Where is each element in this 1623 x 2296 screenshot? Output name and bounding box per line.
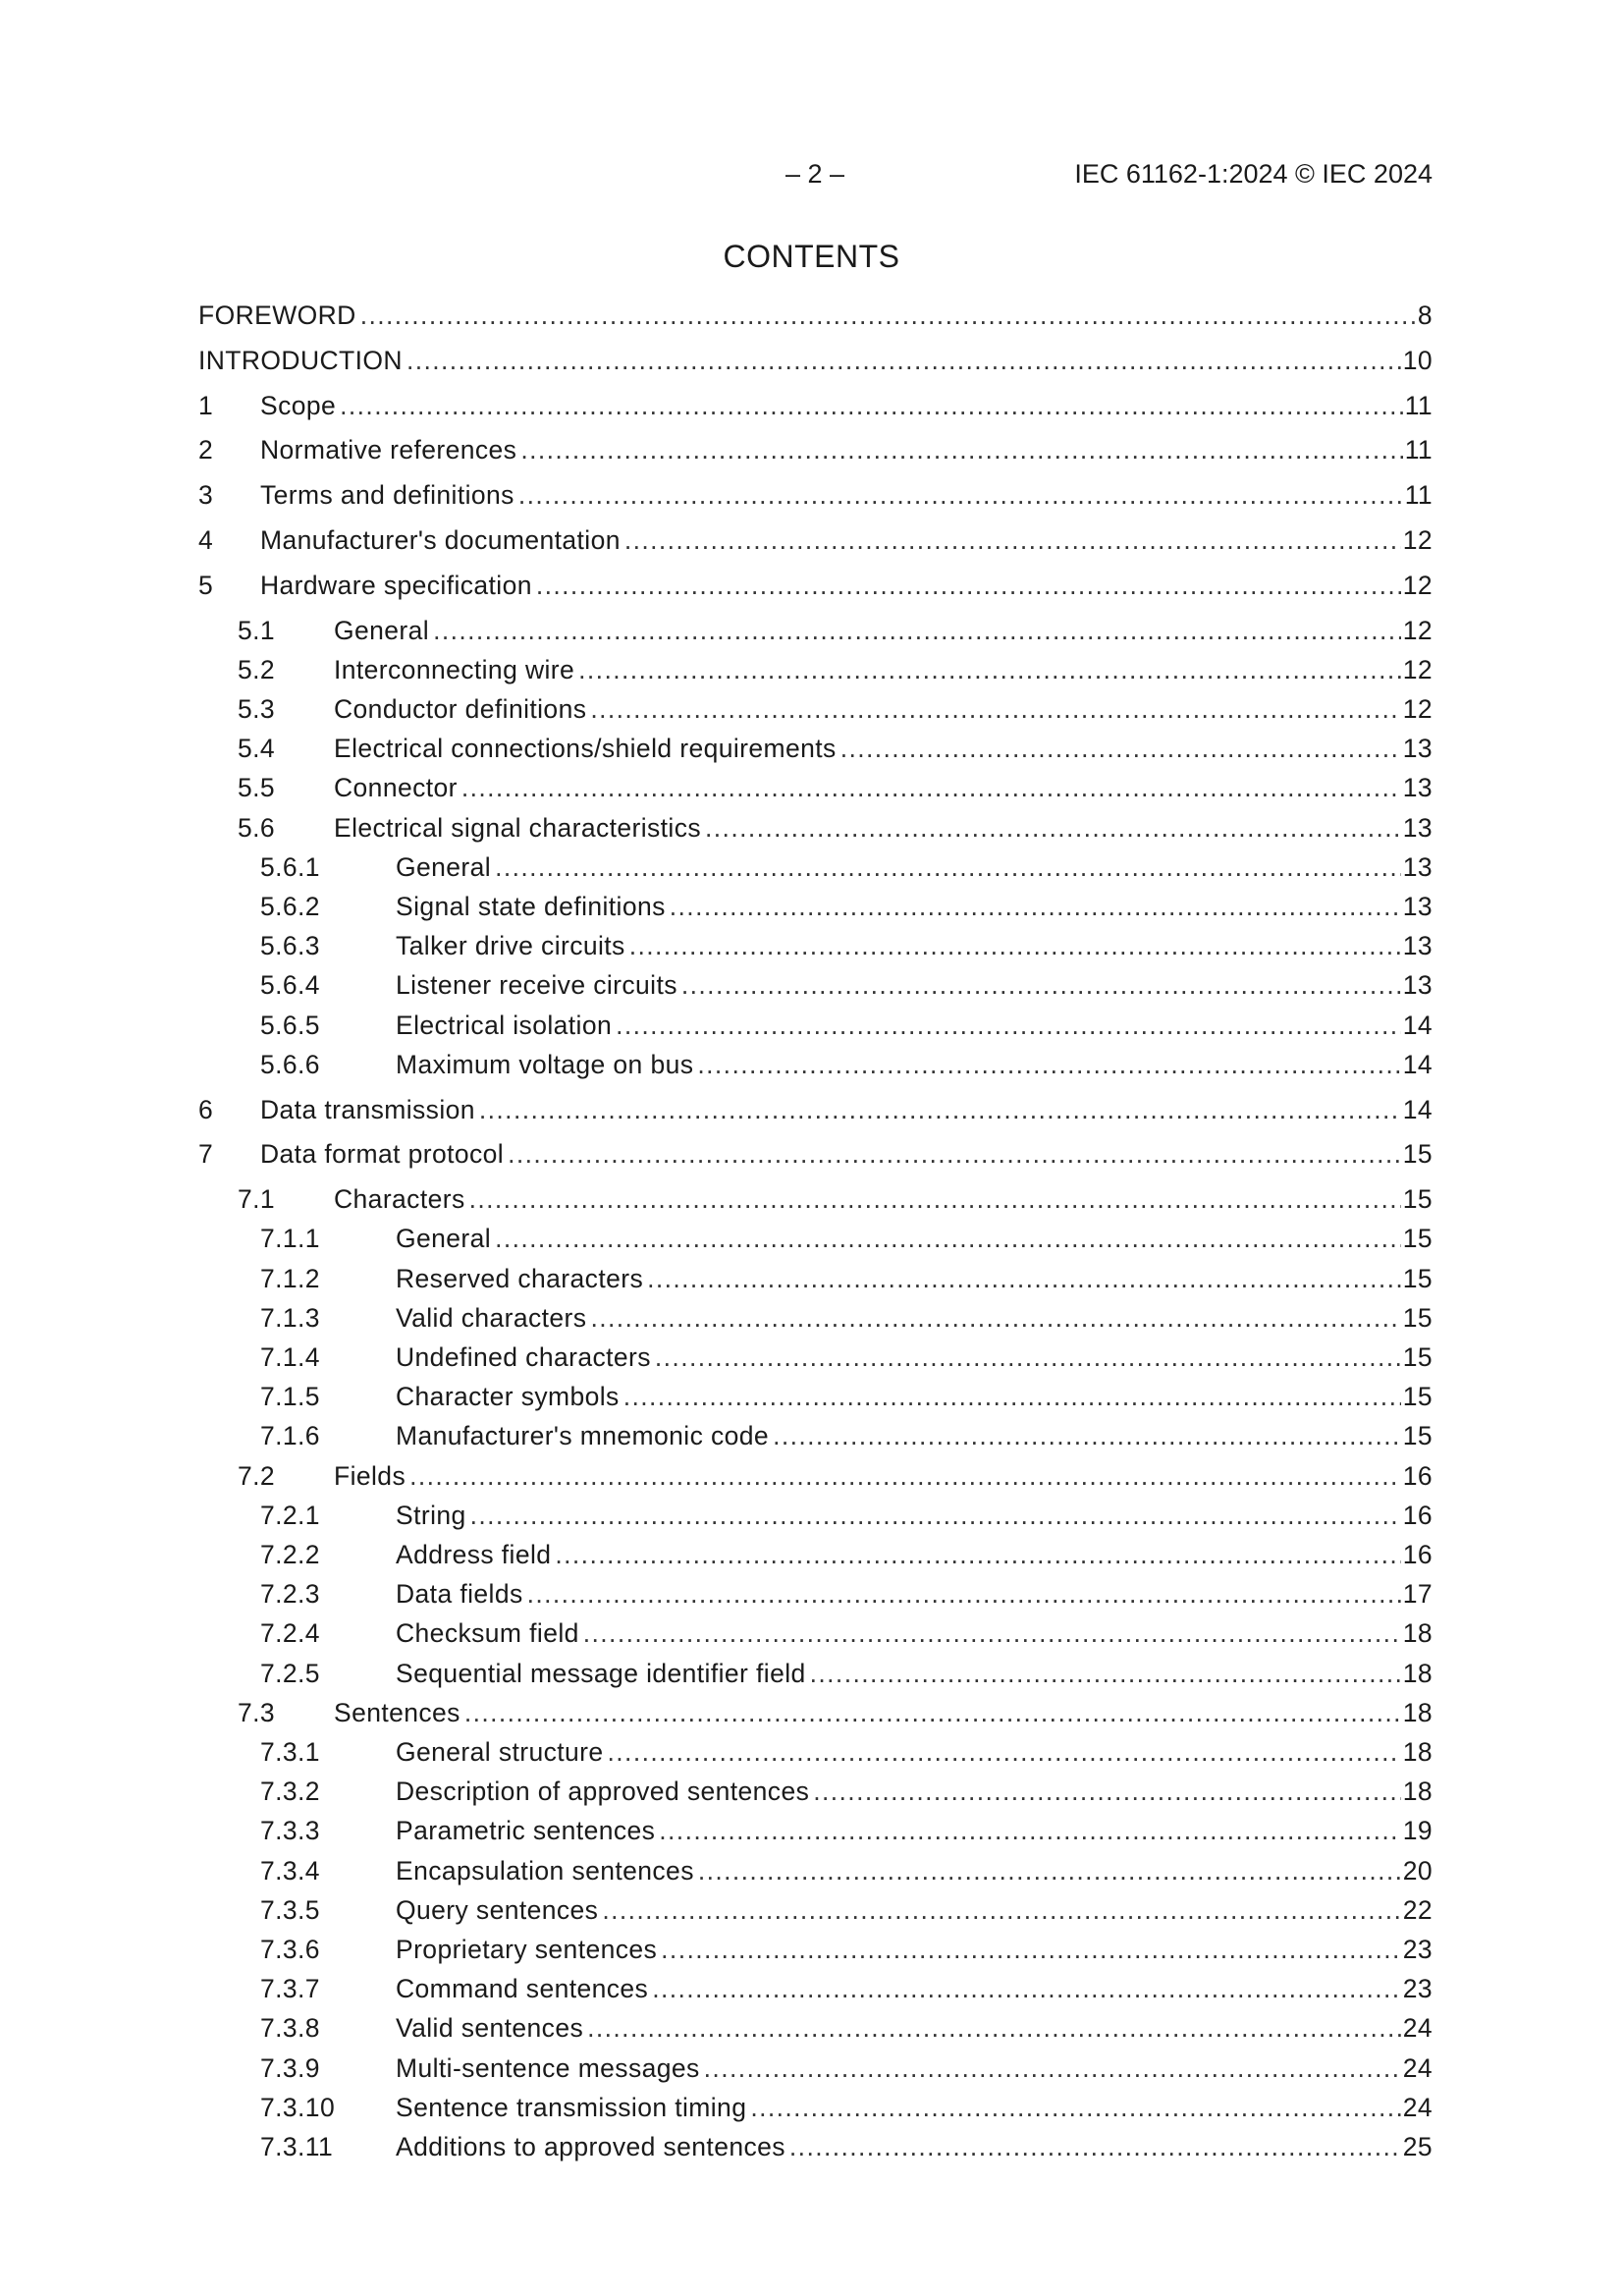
toc-entry-page: 11 — [1404, 390, 1433, 420]
toc-dot-leader — [608, 1737, 1401, 1768]
toc-dot-leader — [789, 2132, 1401, 2162]
toc-entry-number: 5.6.6 — [260, 1049, 320, 1079]
toc-entry-page: 15 — [1402, 1421, 1433, 1451]
toc-entry-number: 7.3.2 — [260, 1777, 320, 1807]
toc-entry-page: 13 — [1402, 931, 1433, 961]
toc-entry-page: 15 — [1402, 1302, 1433, 1333]
toc-dot-leader — [670, 892, 1401, 922]
toc-dot-leader — [508, 1139, 1401, 1170]
toc-entry-label: Manufacturer's mnemonic code — [396, 1421, 770, 1451]
toc-entry-page: 25 — [1402, 2132, 1433, 2161]
toc-entry-page: 15 — [1402, 1342, 1433, 1372]
toc-entry-label: General — [334, 615, 430, 645]
toc-entry-label: Sentences — [334, 1697, 460, 1727]
toc-entry-label: Talker drive circuits — [396, 931, 625, 961]
toc-entry-number: 5.2 — [238, 654, 276, 684]
toc-entry[interactable] — [198, 2093, 1433, 2126]
toc-entry-label: Data fields — [396, 1579, 523, 1610]
toc-entry-page: 15 — [1402, 1382, 1433, 1412]
toc-dot-leader — [461, 773, 1401, 803]
toc-dot-leader — [590, 694, 1400, 725]
toc-entry-number: 7.3 — [238, 1697, 276, 1727]
toc-entry[interactable] — [198, 1382, 1433, 1415]
toc-entry-label: Data format protocol — [260, 1139, 505, 1170]
toc-dot-leader — [629, 931, 1401, 961]
toc-dot-leader — [495, 852, 1401, 883]
toc-entry-label: General structure — [396, 1737, 604, 1767]
toc-entry-label: Valid characters — [396, 1302, 587, 1333]
toc-entry-label: Interconnecting wire — [334, 654, 575, 684]
toc-dot-leader — [360, 301, 1416, 331]
toc-entry-number: 7.2.4 — [260, 1618, 320, 1649]
toc-entry-number: 7.1.1 — [260, 1224, 320, 1254]
toc-entry-label: Checksum field — [396, 1618, 579, 1649]
toc-entry-label: Undefined characters — [396, 1342, 651, 1372]
toc-entry[interactable] — [198, 301, 1433, 334]
toc-entry[interactable] — [198, 391, 1433, 424]
toc-dot-leader — [583, 1618, 1401, 1649]
toc-entry[interactable] — [198, 1618, 1433, 1652]
toc-entry[interactable] — [198, 2013, 1433, 2047]
toc-entry-label: Terms and definitions — [260, 480, 514, 511]
toc-entry-page: 17 — [1402, 1579, 1433, 1610]
toc-entry-label: Electrical isolation — [396, 1010, 613, 1040]
toc-entry[interactable] — [198, 1139, 1433, 1173]
toc-entry[interactable] — [198, 1935, 1433, 1968]
toc-entry-number: 4 — [198, 525, 214, 555]
toc-entry[interactable] — [198, 2053, 1433, 2087]
toc-entry-number: 5 — [198, 570, 214, 600]
toc-dot-leader — [659, 1816, 1400, 1846]
toc-dot-leader — [704, 2053, 1401, 2084]
toc-entry-page: 18 — [1402, 1658, 1433, 1688]
toc-entry-number: 5.6.4 — [260, 970, 320, 1001]
toc-entry-label: Scope — [260, 390, 337, 420]
toc-entry-page: 12 — [1402, 654, 1433, 684]
toc-entry-label: Electrical signal characteristics — [334, 812, 702, 843]
toc-dot-leader — [433, 616, 1401, 646]
toc-entry-number: 7 — [198, 1139, 214, 1170]
toc-entry-label: Parametric sentences — [396, 1816, 656, 1846]
toc-entry-number: 7.1.5 — [260, 1382, 320, 1412]
toc-entry-page: 14 — [1402, 1049, 1433, 1079]
toc-entry[interactable] — [198, 931, 1433, 964]
toc-entry-label: Connector — [334, 773, 458, 803]
toc-dot-leader — [705, 813, 1401, 844]
toc-dot-leader — [647, 1264, 1401, 1294]
toc-entry[interactable] — [198, 571, 1433, 604]
toc-entry-page: 13 — [1402, 851, 1433, 882]
toc-entry-label: Manufacturer's documentation — [260, 525, 621, 555]
toc-entry-label: Command sentences — [396, 1974, 649, 2004]
toc-dot-leader — [661, 1935, 1401, 1965]
toc-entry-number: 7.2.2 — [260, 1540, 320, 1569]
toc-dot-leader — [813, 1777, 1400, 1807]
toc-entry-label: String — [396, 1500, 466, 1530]
toc-entry[interactable] — [198, 1303, 1433, 1337]
toc-entry[interactable] — [198, 1342, 1433, 1376]
toc-entry-label: Character symbols — [396, 1382, 620, 1412]
toc-dot-leader — [810, 1659, 1401, 1689]
toc-dot-leader — [681, 970, 1401, 1001]
toc-entry-page: 13 — [1402, 773, 1433, 803]
toc-dot-leader — [840, 734, 1401, 764]
toc-entry-page: 14 — [1402, 1094, 1433, 1124]
toc-entry-number: 7.3.6 — [260, 1935, 320, 1964]
toc-dot-leader — [624, 525, 1401, 556]
toc-dot-leader — [590, 1303, 1400, 1334]
toc-entry-page: 16 — [1402, 1460, 1433, 1491]
toc-entry-label: General — [396, 1224, 492, 1254]
toc-entry-number: 7.1.2 — [260, 1263, 320, 1293]
toc-entry-page: 22 — [1402, 1894, 1433, 1925]
toc-entry-label: Additions to approved sentences — [396, 2132, 785, 2161]
toc-entry-page: 23 — [1402, 1935, 1433, 1964]
toc-entry-label: Query sentences — [396, 1894, 599, 1925]
toc-entry-page: 16 — [1402, 1540, 1433, 1569]
toc-dot-leader — [536, 571, 1401, 601]
toc-entry-number: 7.1.6 — [260, 1421, 320, 1451]
toc-entry-number: 7.1.4 — [260, 1342, 320, 1372]
toc-entry-number: 7.3.4 — [260, 1855, 320, 1886]
toc-entry-label: Characters — [334, 1184, 465, 1215]
toc-entry-label: Sentence transmission timing — [396, 2092, 747, 2122]
toc-entry[interactable] — [198, 480, 1433, 514]
toc-dot-leader — [623, 1382, 1401, 1412]
toc-entry[interactable] — [198, 525, 1433, 559]
toc-entry-number: 2 — [198, 435, 214, 465]
toc-entry[interactable] — [198, 970, 1433, 1004]
toc-entry-label: Electrical connections/shield requirements — [334, 734, 837, 764]
toc-entry-label: Hardware specification — [260, 570, 532, 600]
toc-entry-label: Normative references — [260, 435, 517, 465]
toc-entry-page: 24 — [1402, 2013, 1433, 2044]
toc-entry-number: 5.6.1 — [260, 851, 320, 882]
toc-entry-page: 12 — [1402, 570, 1433, 600]
toc-entry-page: 13 — [1402, 892, 1433, 921]
toc-entry[interactable] — [198, 892, 1433, 925]
toc-entry[interactable] — [198, 435, 1433, 468]
toc-dot-leader — [479, 1095, 1401, 1125]
toc-entry[interactable] — [198, 616, 1433, 649]
toc-entry-page: 12 — [1402, 694, 1433, 724]
toc-entry-number: 5.1 — [238, 615, 276, 645]
toc-entry[interactable] — [198, 1856, 1433, 1889]
toc-entry[interactable] — [198, 1095, 1433, 1128]
contents-title: CONTENTS — [723, 239, 900, 274]
toc-entry-number: 7.3.9 — [260, 2052, 320, 2083]
toc-entry[interactable] — [198, 1579, 1433, 1613]
toc-entry-number: 3 — [198, 480, 214, 511]
toc-entry-number: 5.6.3 — [260, 931, 320, 961]
toc-entry-number: 7.3.7 — [260, 1974, 320, 2004]
toc-entry-label: FOREWORD — [198, 301, 356, 330]
toc-entry-label: Data transmission — [260, 1094, 475, 1124]
toc-entry-label: Valid sentences — [396, 2013, 584, 2044]
toc-entry-number: 7.3.3 — [260, 1816, 320, 1846]
toc-dot-leader — [698, 1856, 1401, 1886]
toc-entry[interactable] — [198, 1501, 1433, 1534]
toc-entry[interactable] — [198, 346, 1433, 379]
toc-entry[interactable] — [198, 1011, 1433, 1044]
toc-entry-label: Conductor definitions — [334, 694, 587, 724]
toc-entry-number: 5.5 — [238, 773, 276, 803]
toc-entry-page: 11 — [1404, 480, 1433, 511]
toc-entry-number: 7.1 — [238, 1184, 276, 1215]
toc-entry[interactable] — [198, 1698, 1433, 1731]
toc-entry-page: 18 — [1402, 1697, 1433, 1727]
toc-entry[interactable] — [198, 773, 1433, 806]
toc-dot-leader — [518, 480, 1403, 511]
toc-entry-page: 10 — [1402, 345, 1433, 375]
toc-dot-leader — [750, 2093, 1400, 2123]
toc-entry[interactable] — [198, 2132, 1433, 2165]
toc-entry-label: Encapsulation sentences — [396, 1855, 694, 1886]
toc-entry[interactable] — [198, 1540, 1433, 1573]
toc-entry-number: 7.3.1 — [260, 1737, 320, 1767]
toc-dot-leader — [464, 1698, 1401, 1728]
toc-entry-number: 7.3.5 — [260, 1894, 320, 1925]
toc-entry-number: 6 — [198, 1094, 214, 1124]
toc-entry-page: 14 — [1402, 1010, 1433, 1040]
toc-entry-number: 5.6 — [238, 812, 276, 843]
toc-dot-leader — [655, 1342, 1401, 1373]
toc-dot-leader — [773, 1421, 1401, 1451]
toc-entry-number: 7.3.10 — [260, 2092, 336, 2122]
toc-entry-number: 7.2.1 — [260, 1500, 320, 1530]
toc-dot-leader — [587, 2013, 1401, 2044]
toc-entry-page: 15 — [1402, 1224, 1433, 1254]
toc-entry-label: Sequential message identifier field — [396, 1658, 806, 1688]
toc-entry-page: 15 — [1402, 1139, 1433, 1170]
toc-entry-page: 24 — [1402, 2052, 1433, 2083]
toc-entry-page: 12 — [1402, 525, 1433, 555]
toc-entry-number: 1 — [198, 390, 214, 420]
toc-entry-number: 5.6.2 — [260, 892, 320, 921]
toc-entry[interactable] — [198, 1421, 1433, 1454]
toc-entry-number: 7.1.3 — [260, 1302, 320, 1333]
toc-entry-page: 15 — [1402, 1184, 1433, 1215]
toc-entry-page: 23 — [1402, 1974, 1433, 2004]
toc-entry[interactable] — [198, 1224, 1433, 1257]
toc-entry-number: 7.2.5 — [260, 1658, 320, 1688]
toc-entry[interactable] — [198, 694, 1433, 728]
toc-entry-page: 24 — [1402, 2092, 1433, 2122]
toc-dot-leader — [409, 1461, 1401, 1492]
toc-entry-page: 18 — [1402, 1618, 1433, 1649]
toc-dot-leader — [520, 435, 1402, 465]
toc-entry-label: Maximum voltage on bus — [396, 1049, 694, 1079]
toc-entry-number: 7.3.8 — [260, 2013, 320, 2044]
toc-entry-number: 5.4 — [238, 734, 276, 764]
toc-entry[interactable] — [198, 1895, 1433, 1929]
toc-entry-page: 13 — [1402, 812, 1433, 843]
toc-entry[interactable] — [198, 1816, 1433, 1849]
toc-entry-label: Signal state definitions — [396, 892, 666, 921]
toc-entry-page: 16 — [1402, 1500, 1433, 1530]
toc-entry-number: 7.2.3 — [260, 1579, 320, 1610]
toc-entry[interactable] — [198, 1737, 1433, 1771]
toc-dot-leader — [469, 1184, 1401, 1215]
toc-dot-leader — [527, 1579, 1401, 1610]
toc-entry-page: 20 — [1402, 1855, 1433, 1886]
toc-entry-label: Address field — [396, 1540, 552, 1569]
toc-dot-leader — [602, 1895, 1400, 1926]
toc-entry[interactable] — [198, 1777, 1433, 1810]
toc-entry-label: Proprietary sentences — [396, 1935, 658, 1964]
toc-entry[interactable] — [198, 1184, 1433, 1218]
toc-entry-page: 18 — [1402, 1777, 1433, 1807]
toc-entry-page: 13 — [1402, 734, 1433, 764]
toc-entry-page: 19 — [1402, 1816, 1433, 1846]
toc-entry-label: General — [396, 851, 492, 882]
toc-dot-leader — [340, 391, 1403, 421]
toc-entry-page: 18 — [1402, 1737, 1433, 1767]
toc-entry-number: 5.3 — [238, 694, 276, 724]
toc-entry[interactable] — [198, 734, 1433, 767]
toc-entry[interactable] — [198, 1659, 1433, 1692]
toc-entry-number: 7.3.11 — [260, 2132, 334, 2161]
toc-dot-leader — [578, 655, 1401, 685]
toc-entry-label: Description of approved sentences — [396, 1777, 810, 1807]
toc-entry[interactable] — [198, 1050, 1433, 1083]
toc-entry[interactable] — [198, 655, 1433, 688]
toc-dot-leader — [406, 346, 1401, 376]
toc-entry[interactable] — [198, 1974, 1433, 2007]
toc-entry-label: Reserved characters — [396, 1263, 644, 1293]
toc-entry[interactable] — [198, 1461, 1433, 1495]
toc-entry-page: 13 — [1402, 970, 1433, 1001]
toc-entry[interactable] — [198, 1264, 1433, 1297]
toc-entry-label: Listener receive circuits — [396, 970, 677, 1001]
toc-entry-label: Multi-sentence messages — [396, 2052, 700, 2083]
document-reference: IEC 61162-1:2024 © IEC 2024 — [1074, 159, 1433, 189]
toc-dot-leader — [616, 1011, 1401, 1041]
toc-dot-leader — [697, 1050, 1400, 1080]
toc-dot-leader — [555, 1540, 1400, 1570]
toc-entry[interactable] — [198, 813, 1433, 847]
toc-entry-number: 5.6.5 — [260, 1010, 320, 1040]
toc-entry-number: 7.2 — [238, 1460, 276, 1491]
toc-entry[interactable] — [198, 852, 1433, 886]
toc-entry-page: 15 — [1402, 1263, 1433, 1293]
toc-entry-page: 8 — [1417, 301, 1433, 330]
toc-entry-page: 12 — [1402, 615, 1433, 645]
toc-dot-leader — [495, 1224, 1401, 1254]
toc-entry-label: INTRODUCTION — [198, 345, 403, 375]
toc-entry-label: Fields — [334, 1460, 406, 1491]
toc-dot-leader — [652, 1974, 1401, 2004]
toc-entry-page: 11 — [1404, 435, 1433, 465]
page-number: – 2 – — [785, 159, 845, 189]
toc-dot-leader — [470, 1501, 1401, 1531]
